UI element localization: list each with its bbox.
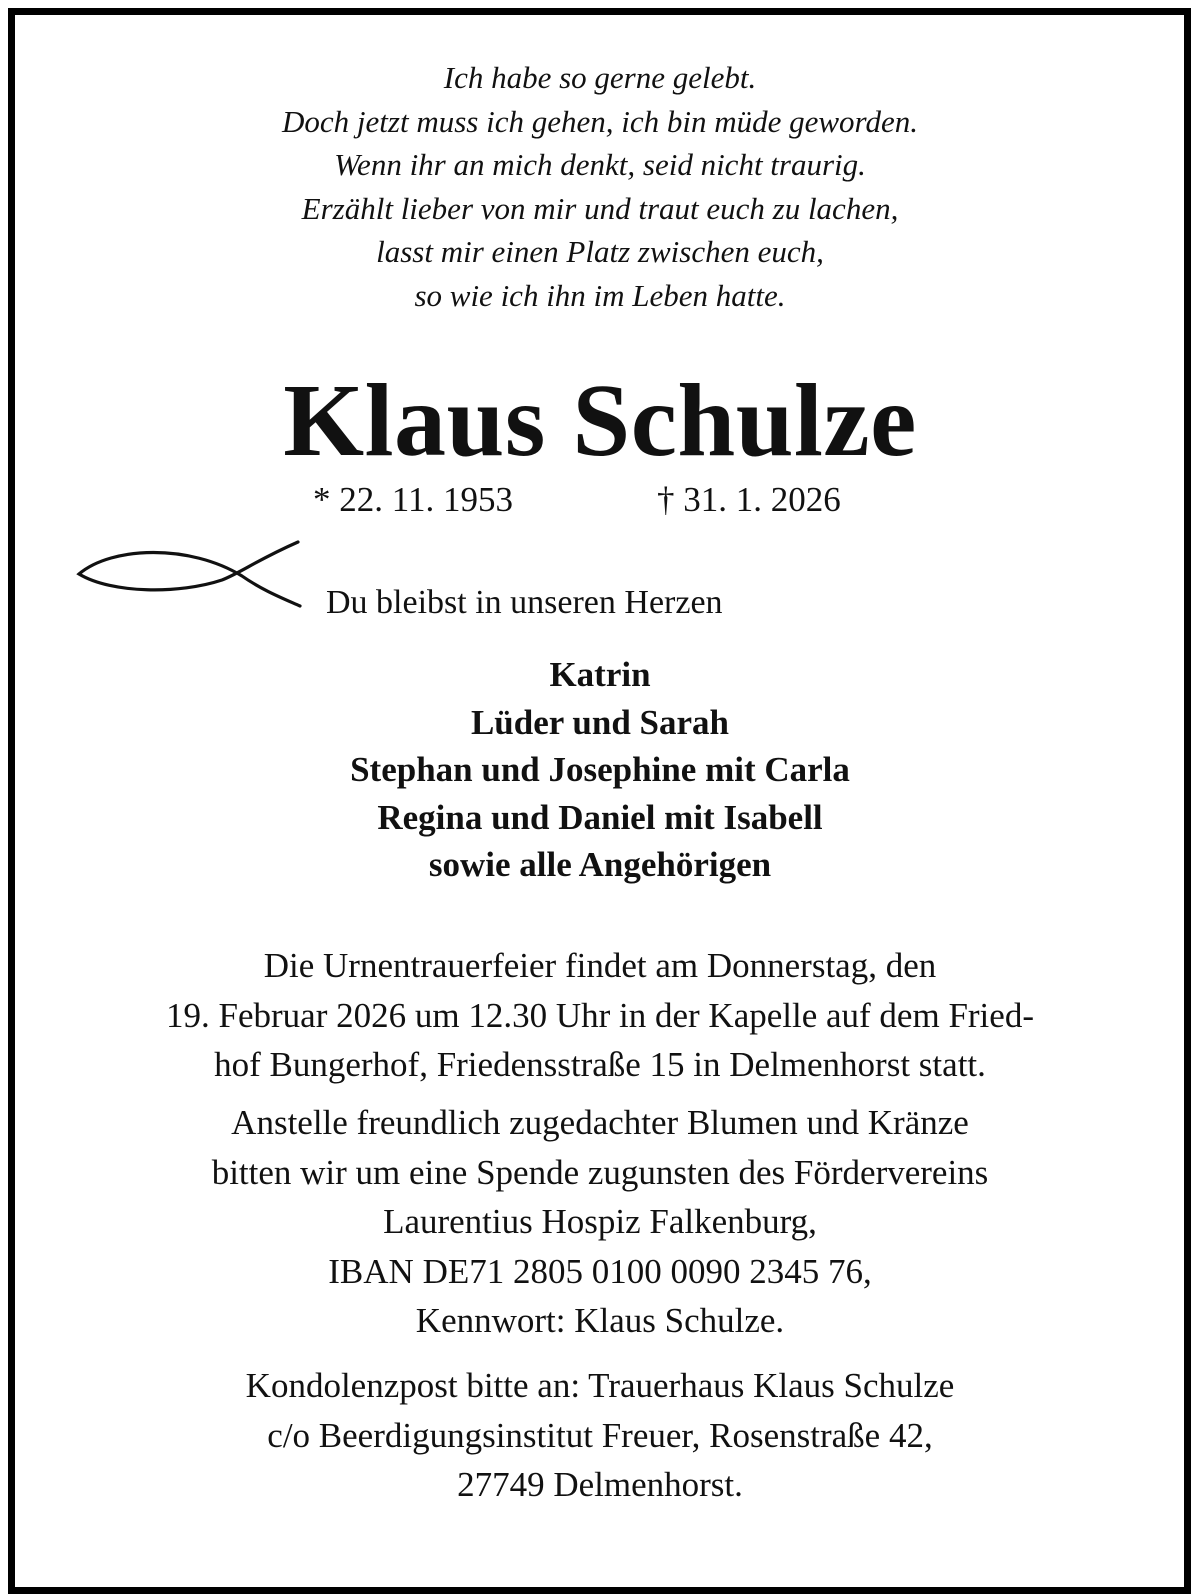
death-date: † 31. 1. 2026 xyxy=(657,480,841,519)
poem-line: Doch jetzt muss ich gehen, ich bin müde geworden. xyxy=(282,103,918,139)
donation-line: Laurentius Hospiz Falkenburg, xyxy=(383,1202,817,1241)
condolence-address xyxy=(0,1361,1200,1510)
ichthys-fish-icon xyxy=(72,534,306,614)
ceremony-line: 19. Februar 2026 um 12.30 Uhr in der Kapelle auf dem Fried- xyxy=(166,995,1034,1035)
poem-line: Erzählt lieber von mir und traut euch zu lachen, xyxy=(301,190,899,226)
poem-line: so wie ich ihn im Leben hatte. xyxy=(414,277,786,313)
ceremony-line: Die Urnentrauerfeier findet am Donnerstag, den xyxy=(263,946,937,985)
condolence-line: c/o Beerdigungsinstitut Freuer, Rosenstraße 42, xyxy=(267,1415,933,1455)
family-member: sowie alle Angehörigen xyxy=(428,845,772,884)
family-member: Lüder und Sarah xyxy=(470,702,730,742)
birth-date: * 22. 11. 1953 xyxy=(313,480,513,519)
farewell-line: Du bleibst in unseren Herzen xyxy=(326,584,723,621)
condolence-line: 27749 Delmenhorst. xyxy=(457,1465,743,1504)
donation-line: bitten wir um eine Spende zugunsten des Fördervereins xyxy=(211,1152,989,1192)
donation-keyword: Kennwort: Klaus Schulze. xyxy=(415,1301,785,1340)
deceased-name: Klaus Schulze xyxy=(283,363,917,478)
ceremony-line: hof Bungerhof, Friedensstraße 15 in Delmenhorst statt. xyxy=(214,1045,986,1084)
condolence-line: Kondolenzpost bitte an: Trauerhaus Klaus Schulze xyxy=(245,1366,955,1405)
family-member: Katrin xyxy=(549,655,651,694)
family-member: Regina und Daniel mit Isabell xyxy=(377,797,823,837)
family-member: Stephan und Josephine mit Carla xyxy=(350,750,850,789)
donation-iban: IBAN DE71 2805 0100 0090 2345 76, xyxy=(328,1251,872,1291)
poem-line: Wenn ihr an mich denkt, seid nicht traurig. xyxy=(334,147,866,182)
ceremony-info xyxy=(0,941,1200,1090)
donation-info xyxy=(0,1098,1200,1346)
poem-line: Ich habe so gerne gelebt. xyxy=(443,60,757,95)
poem-line: lasst mir einen Platz zwischen euch, xyxy=(376,234,824,269)
poem xyxy=(0,56,1200,317)
donation-line: Anstelle freundlich zugedachter Blumen und Kränze xyxy=(231,1103,969,1142)
family-list xyxy=(0,651,1200,889)
